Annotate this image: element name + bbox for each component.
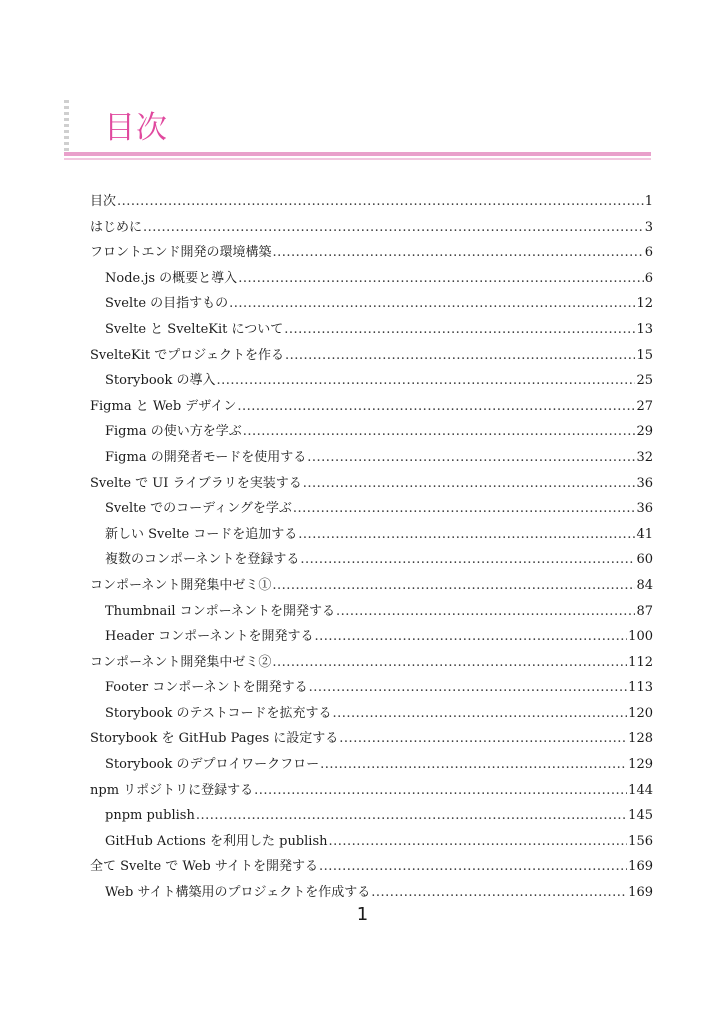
toc-entry-page: 3 <box>644 219 653 235</box>
toc-dot-leader <box>229 291 635 317</box>
toc-entry-page: 156 <box>628 833 653 849</box>
toc-entry-title: Figma と Web デザイン <box>90 398 237 414</box>
table-of-contents <box>90 189 653 906</box>
toc-entry-page: 145 <box>628 808 653 824</box>
toc-entry-title: Thumbnail コンポーネントを開発する <box>105 603 335 619</box>
toc-dot-leader <box>336 599 635 625</box>
toc-entry-title: Figma の開発者モードを使用する <box>105 449 307 465</box>
toc-entry[interactable] <box>90 573 653 599</box>
toc-entry[interactable] <box>90 215 653 241</box>
toc-dot-leader <box>371 880 627 906</box>
toc-entry-page: 25 <box>636 373 653 389</box>
toc-entry-page: 84 <box>636 577 653 593</box>
toc-entry-page: 6 <box>644 270 653 286</box>
toc-entry-page: 129 <box>628 757 653 773</box>
toc-entry-title: Storybook を GitHub Pages に設定する <box>90 731 339 747</box>
toc-entry[interactable] <box>90 675 653 701</box>
toc-entry-title: Figma の使い方を学ぶ <box>105 424 242 440</box>
toc-entry-page: 32 <box>636 449 653 465</box>
toc-entry-page: 41 <box>636 526 653 542</box>
toc-dot-leader <box>237 394 635 420</box>
toc-entry[interactable] <box>90 803 653 829</box>
toc-entry-title: Storybook のデプロイワークフロー <box>105 757 320 773</box>
toc-dot-leader <box>319 854 627 880</box>
toc-entry-page: 6 <box>644 245 653 261</box>
toc-entry[interactable] <box>90 752 653 778</box>
toc-entry-title: GitHub Actions を利用した publish <box>105 833 328 849</box>
toc-entry-page: 113 <box>628 680 653 696</box>
toc-entry-page: 169 <box>628 859 653 875</box>
toc-dot-leader <box>293 496 636 522</box>
toc-entry[interactable] <box>90 522 653 548</box>
toc-dot-leader <box>300 547 635 573</box>
toc-entry-page: 12 <box>636 296 653 312</box>
toc-entry[interactable] <box>90 317 653 343</box>
toc-entry-page: 112 <box>628 654 653 670</box>
toc-entry[interactable] <box>90 471 653 497</box>
toc-entry[interactable] <box>90 778 653 804</box>
toc-entry[interactable] <box>90 599 653 625</box>
heading-rule-secondary <box>64 158 651 160</box>
toc-entry[interactable] <box>90 829 653 855</box>
toc-entry[interactable] <box>90 266 653 292</box>
toc-entry-title: フロントエンド開発の環境構築 <box>90 245 272 261</box>
toc-dot-leader <box>303 471 636 497</box>
toc-entry-title: コンポーネント開発集中ゼミ① <box>90 577 272 593</box>
toc-entry[interactable] <box>90 854 653 880</box>
toc-dot-leader <box>285 343 635 369</box>
toc-dot-leader <box>320 752 627 778</box>
toc-dot-leader <box>117 189 644 215</box>
toc-entry-title: Storybook の導入 <box>105 373 216 389</box>
toc-entry[interactable] <box>90 445 653 471</box>
toc-entry-title: Web サイト構築用のプロジェクトを作成する <box>105 885 371 901</box>
toc-entry-title: はじめに <box>90 219 143 235</box>
toc-entry[interactable] <box>90 880 653 906</box>
toc-entry-page: 100 <box>628 629 653 645</box>
toc-dot-leader <box>272 240 643 266</box>
toc-entry-page: 87 <box>636 603 653 619</box>
toc-dot-leader <box>339 726 627 752</box>
toc-entry[interactable] <box>90 726 653 752</box>
toc-entry-page: 60 <box>636 552 653 568</box>
toc-entry[interactable] <box>90 240 653 266</box>
toc-dot-leader <box>315 624 628 650</box>
toc-entry-title: Header コンポーネントを開発する <box>105 629 314 645</box>
toc-entry-page: 36 <box>636 501 653 517</box>
toc-entry[interactable] <box>90 189 653 215</box>
toc-entry-page: 120 <box>628 705 653 721</box>
toc-entry-page: 144 <box>628 782 653 798</box>
toc-entry-page: 27 <box>636 398 653 414</box>
toc-entry-title: 新しい Svelte コードを追加する <box>105 526 298 542</box>
toc-entry[interactable] <box>90 701 653 727</box>
toc-entry-page: 15 <box>636 347 653 363</box>
toc-entry[interactable] <box>90 547 653 573</box>
toc-entry[interactable] <box>90 419 653 445</box>
toc-dot-leader <box>272 650 627 676</box>
heading-rule <box>64 152 651 156</box>
toc-dot-leader <box>284 317 635 343</box>
toc-dot-leader <box>307 445 635 471</box>
toc-entry-title: Node.js の概要と導入 <box>105 270 238 286</box>
heading-decoration <box>64 100 69 152</box>
toc-dot-leader <box>243 419 636 445</box>
toc-entry-page: 128 <box>628 731 653 747</box>
page-title: 目次 <box>104 110 168 146</box>
toc-entry-title: 全て Svelte で Web サイトを開発する <box>90 859 318 875</box>
toc-dot-leader <box>254 778 627 804</box>
toc-dot-leader <box>309 675 628 701</box>
toc-entry[interactable] <box>90 394 653 420</box>
toc-dot-leader <box>329 829 628 855</box>
toc-entry-title: Svelte と SvelteKit について <box>105 321 284 337</box>
toc-entry[interactable] <box>90 496 653 522</box>
toc-entry-page: 36 <box>636 475 653 491</box>
toc-entry[interactable] <box>90 624 653 650</box>
toc-entry-title: pnpm publish <box>105 808 195 824</box>
toc-entry-page: 169 <box>628 885 653 901</box>
toc-entry-title: SvelteKit でプロジェクトを作る <box>90 347 284 363</box>
toc-dot-leader <box>196 803 627 829</box>
toc-entry-title: 複数のコンポーネントを登録する <box>105 552 300 568</box>
toc-entry-title: Storybook のテストコードを拡充する <box>105 705 332 721</box>
toc-entry-title: Svelte の目指すもの <box>105 296 229 312</box>
toc-entry[interactable] <box>90 650 653 676</box>
toc-entry[interactable] <box>90 368 653 394</box>
toc-entry-page: 1 <box>644 194 653 209</box>
toc-dot-leader <box>298 522 635 548</box>
toc-entry-title: Footer コンポーネントを開発する <box>105 680 308 696</box>
toc-dot-leader <box>238 266 644 292</box>
toc-entry-title: Svelte で UI ライブラリを実装する <box>90 475 302 491</box>
page-number: 1 <box>356 904 369 925</box>
toc-entry[interactable] <box>90 291 653 317</box>
toc-dot-leader <box>217 368 636 394</box>
toc-dot-leader <box>332 701 627 727</box>
toc-entry[interactable] <box>90 343 653 369</box>
toc-entry-page: 29 <box>636 424 653 440</box>
toc-entry-title: Svelte でのコーディングを学ぶ <box>105 501 292 517</box>
toc-dot-leader <box>143 215 644 241</box>
toc-dot-leader <box>272 573 635 599</box>
toc-entry-title: 目次 <box>90 194 117 209</box>
toc-entry-title: コンポーネント開発集中ゼミ② <box>90 654 272 670</box>
toc-entry-page: 13 <box>636 321 653 337</box>
toc-entry-title: npm リポジトリに登録する <box>90 782 254 798</box>
